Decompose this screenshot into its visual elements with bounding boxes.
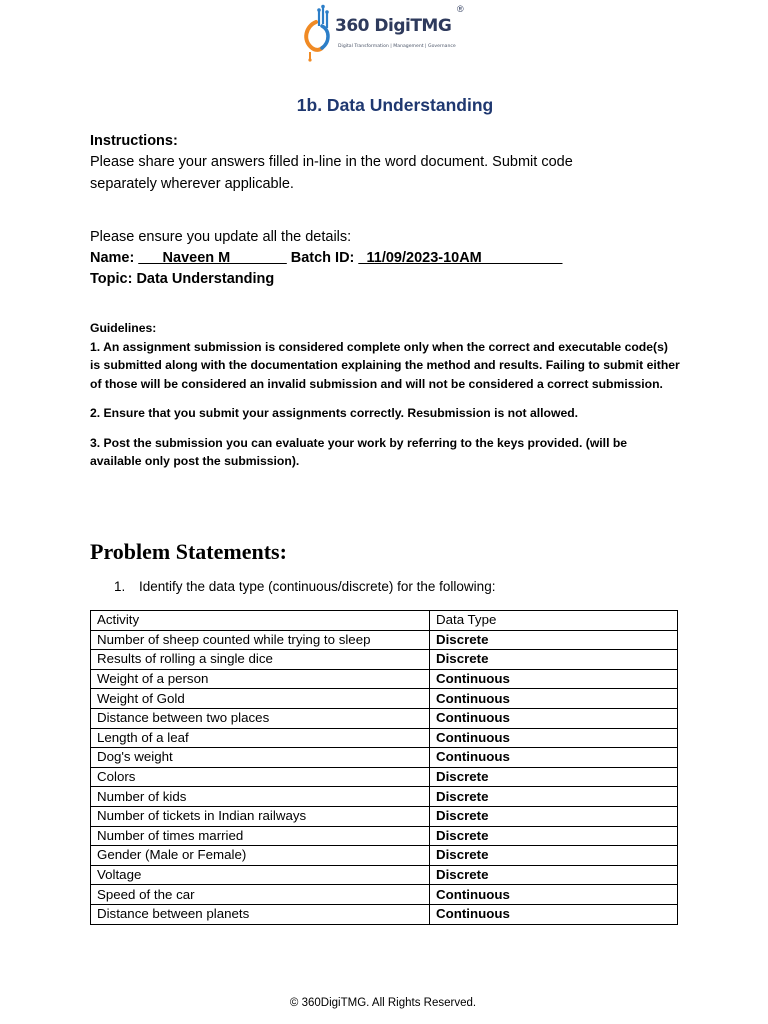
data-type-table <box>90 610 678 925</box>
activity-cell: Voltage <box>91 865 430 885</box>
table-row <box>91 630 678 650</box>
name-label: Name: <box>90 250 135 266</box>
table-row <box>91 885 678 905</box>
activity-cell: Speed of the car <box>91 885 430 905</box>
data-type-cell: Continuous <box>430 904 678 924</box>
batch-label: Batch ID: <box>290 250 355 266</box>
activity-cell: Weight of Gold <box>91 689 430 709</box>
activity-cell: Distance between planets <box>91 904 430 924</box>
guideline-item: 3. Post the submission you can evaluate your work by referring to the keys provided. (will be available only post the submission). <box>90 435 628 468</box>
registered-mark: ® <box>457 4 464 14</box>
header-data-type: Data Type <box>430 611 678 631</box>
guideline-item: 1. An assignment submission is considered complete only when the correct and executable code(s) is submitted along with the documentation explaining the method and results. Failing to submit either of those will be considered an invalid submission and will not be considered a correct submission. <box>90 339 680 391</box>
company-logo <box>302 4 472 62</box>
activity-cell: Results of rolling a single dice <box>91 650 430 670</box>
instructions-line-1: Please share your answers filled in-line in the word document. Submit code <box>90 154 573 170</box>
activity-cell: Weight of a person <box>91 669 430 689</box>
question-number: 1. <box>114 579 126 594</box>
topic-line: Topic: Data Understanding <box>90 271 275 287</box>
activity-cell: Dog's weight <box>91 748 430 768</box>
data-type-cell: Discrete <box>430 846 678 866</box>
guideline-item: 2. Ensure that you submit your assignments correctly. Resubmission is not allowed. <box>90 406 579 420</box>
document-title: 1b. Data Understanding <box>296 95 494 115</box>
data-type-cell: Continuous <box>430 689 678 709</box>
table-row <box>91 689 678 709</box>
details-prompt: Please ensure you update all the details: <box>90 229 352 245</box>
activity-cell: Colors <box>91 767 430 787</box>
table-header-row <box>91 611 678 631</box>
data-type-cell: Discrete <box>430 630 678 650</box>
instructions-heading: Instructions: <box>90 133 178 149</box>
data-type-cell: Continuous <box>430 885 678 905</box>
batch-value: _11/09/2023-10AM__________ <box>358 250 563 266</box>
activity-cell: Gender (Male or Female) <box>91 846 430 866</box>
table-row <box>91 806 678 826</box>
table-row <box>91 846 678 866</box>
data-type-cell: Continuous <box>430 708 678 728</box>
data-type-cell: Discrete <box>430 787 678 807</box>
table-row <box>91 669 678 689</box>
data-type-cell: Discrete <box>430 865 678 885</box>
header-activity: Activity <box>91 611 430 631</box>
question-text: Identify the data type (continuous/discrete) for the following: <box>139 579 496 594</box>
data-type-cell: Discrete <box>430 806 678 826</box>
table-row <box>91 748 678 768</box>
question-1 <box>114 579 495 594</box>
activity-cell: Length of a leaf <box>91 728 430 748</box>
details-line <box>90 247 562 269</box>
data-type-cell: Discrete <box>430 650 678 670</box>
problem-statements-heading: Problem Statements: <box>90 539 287 564</box>
table-row <box>91 865 678 885</box>
data-type-cell: Continuous <box>430 748 678 768</box>
activity-cell: Distance between two places <box>91 708 430 728</box>
table-row <box>91 767 678 787</box>
activity-cell: Number of kids <box>91 787 430 807</box>
logo-mark-icon <box>302 4 336 62</box>
logo-name: 360 DigiTMG <box>335 16 452 36</box>
data-type-cell: Discrete <box>430 826 678 846</box>
table-row <box>91 650 678 670</box>
table-row <box>91 787 678 807</box>
activity-cell: Number of sheep counted while trying to sleep <box>91 630 430 650</box>
table-row <box>91 708 678 728</box>
table-row <box>91 826 678 846</box>
data-type-cell: Discrete <box>430 767 678 787</box>
guidelines-heading: Guidelines: <box>90 321 157 335</box>
table-row <box>91 728 678 748</box>
data-type-cell: Continuous <box>430 669 678 689</box>
table-row <box>91 904 678 924</box>
data-type-cell: Continuous <box>430 728 678 748</box>
name-value: ___Naveen M_______ <box>138 250 287 266</box>
copyright-footer: © 360DigiTMG. All Rights Reserved. <box>289 997 477 1009</box>
activity-cell: Number of times married <box>91 826 430 846</box>
instructions-line-2: separately wherever applicable. <box>90 176 294 192</box>
guidelines <box>90 319 680 471</box>
logo-tagline: Digital Transformation | Management | Governance <box>338 44 456 49</box>
activity-cell: Number of tickets in Indian railways <box>91 806 430 826</box>
